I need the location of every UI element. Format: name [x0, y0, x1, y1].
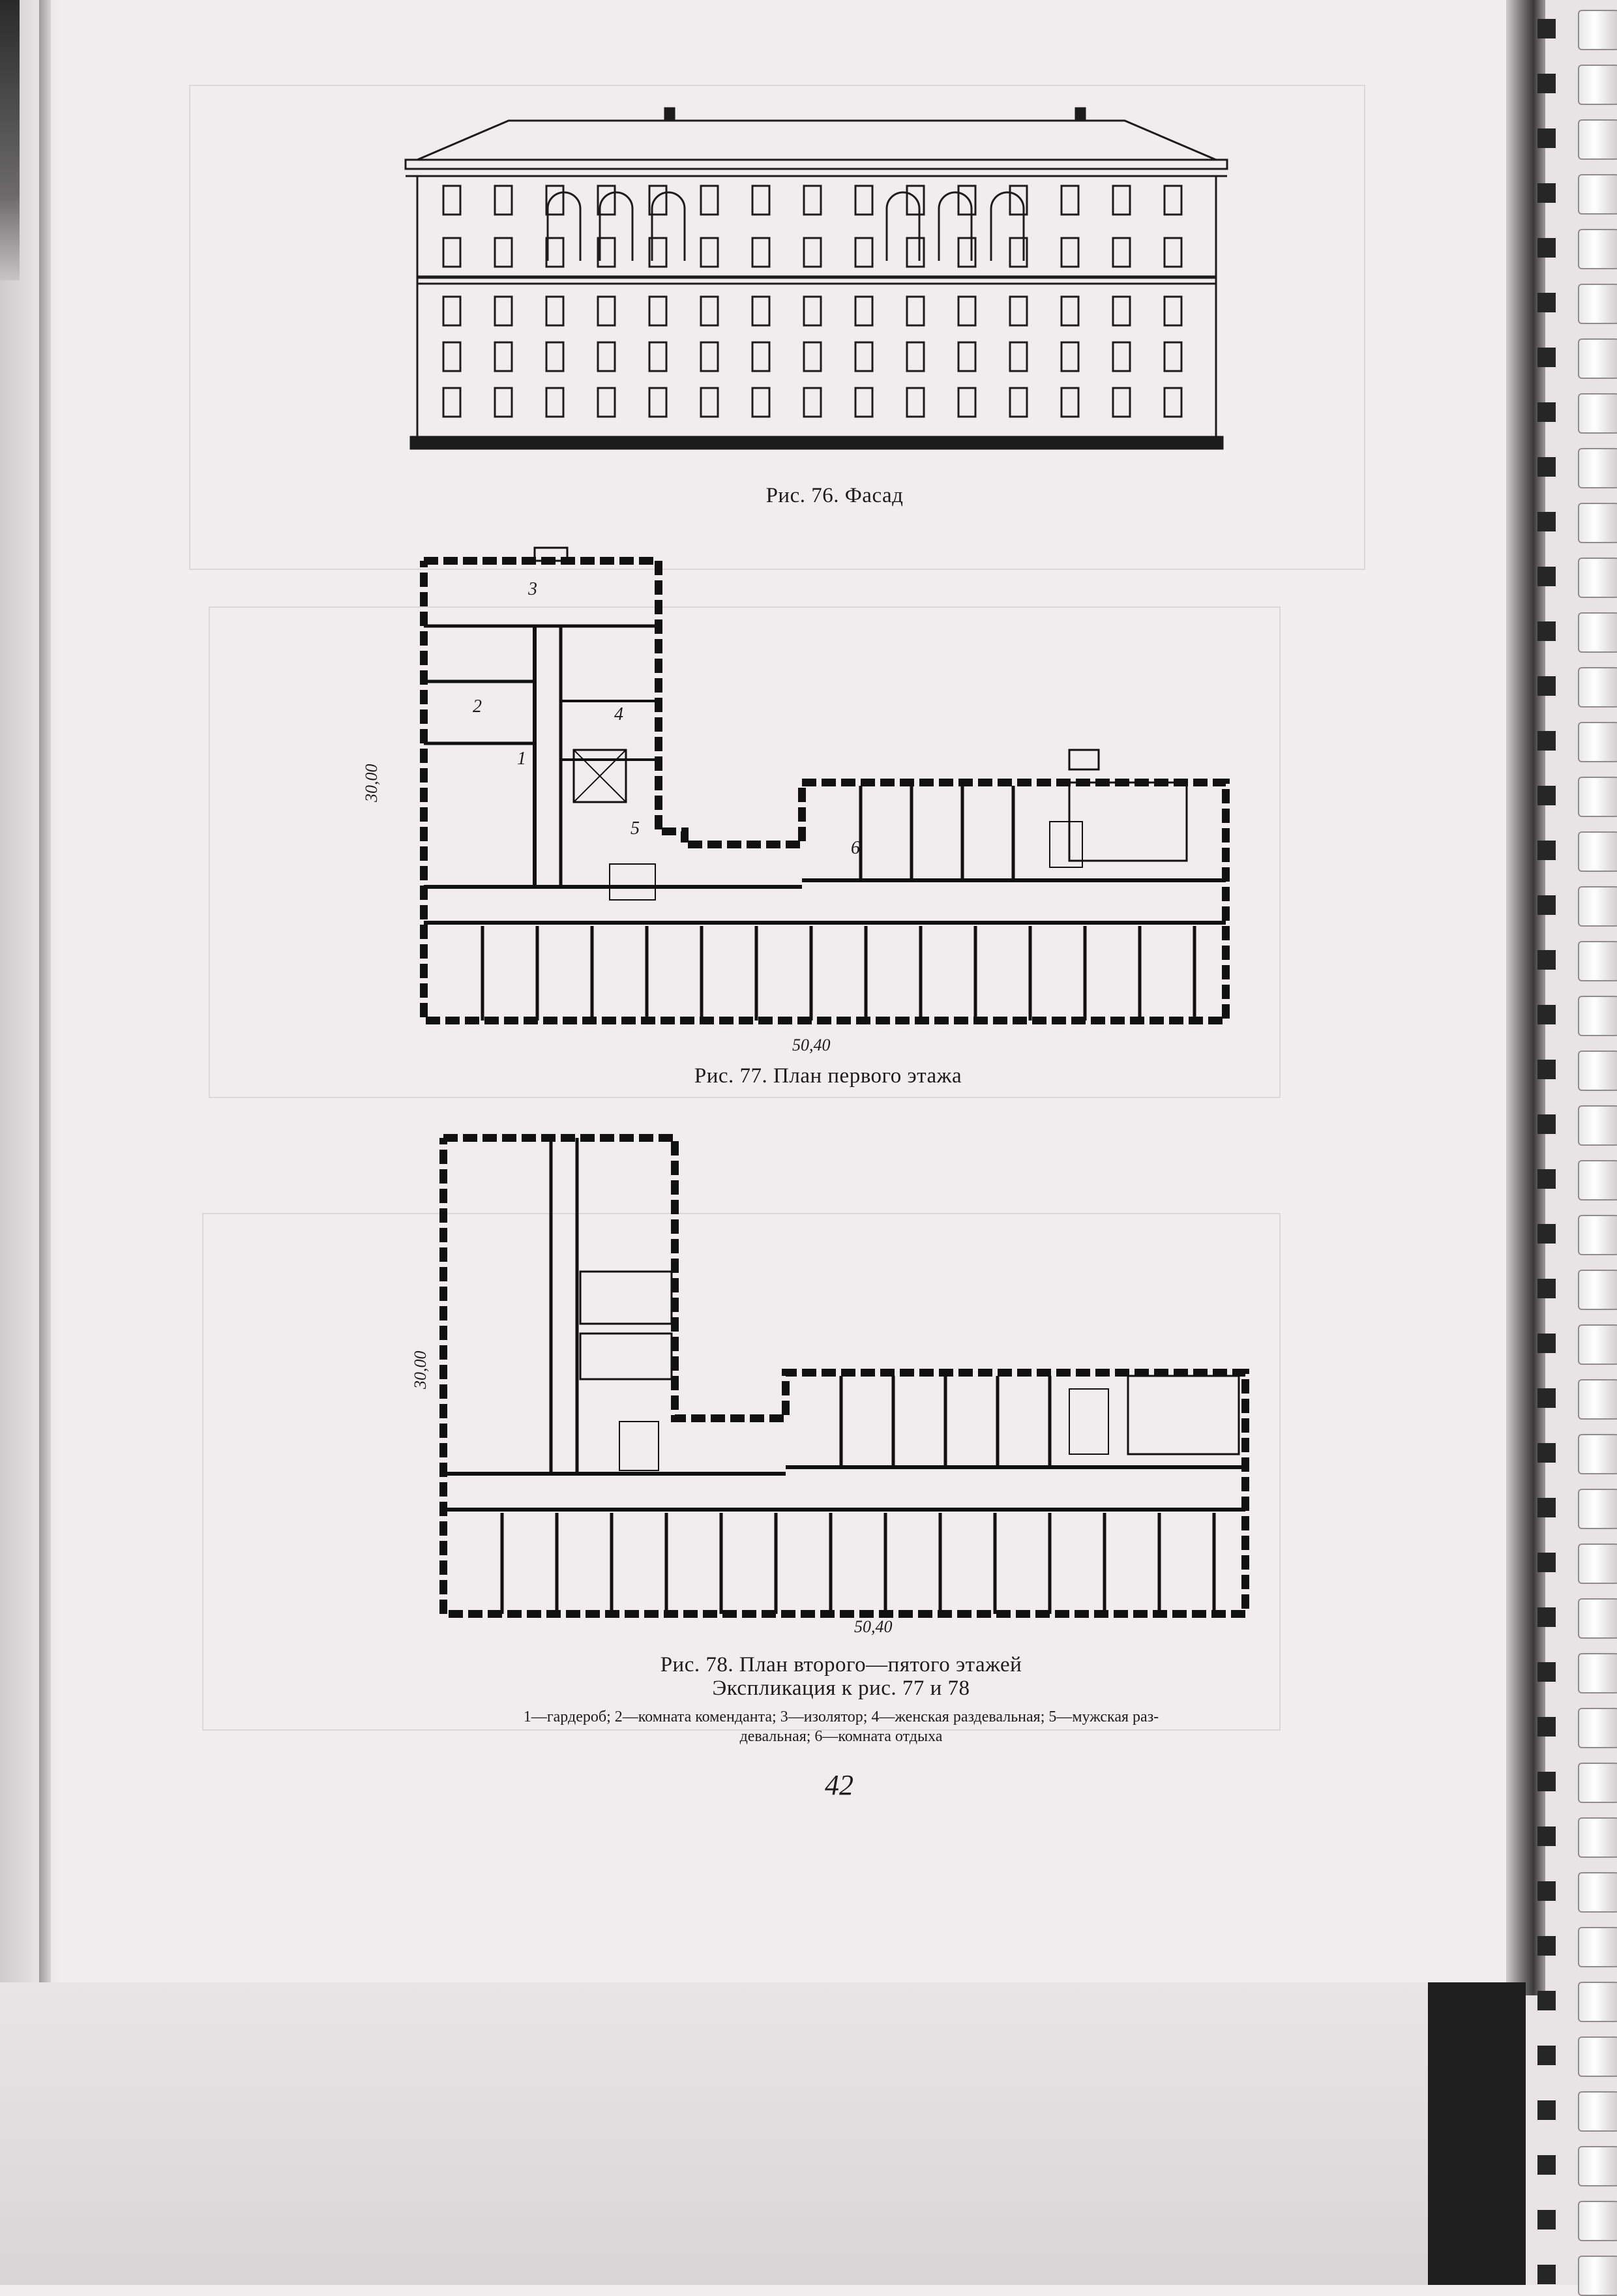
binding-hole [1537, 1279, 1556, 1298]
fig78-caption: Рис. 78. План второго—пятого этажей [660, 1653, 1022, 1677]
binding-hole [1537, 19, 1556, 38]
binding-coil [1578, 65, 1617, 105]
binding-coil [1578, 1872, 1617, 1913]
binding-hole [1537, 1334, 1556, 1353]
binding-hole [1537, 1498, 1556, 1517]
binding-coil [1578, 338, 1617, 379]
upper-floors-plan [411, 1122, 1258, 1637]
binding-hole [1537, 402, 1556, 422]
legend-line-2: девальная; 6—комната отдыха [739, 1728, 943, 1745]
legend [417, 1707, 1265, 1746]
legend-line-1: 1—гардероб; 2—комната коменданта; 3—изолятор; 4—женская раздевальная; 5—мужская раз- [523, 1708, 1159, 1725]
binding-hole [1537, 1169, 1556, 1189]
binding-coil [1578, 1434, 1617, 1474]
room-number: 3 [528, 579, 537, 599]
binding-hole [1537, 1607, 1556, 1627]
binding-hole [1537, 2210, 1556, 2229]
binding-hole [1537, 950, 1556, 970]
binding-coil [1578, 1653, 1617, 1693]
binding-coil [1578, 1160, 1617, 1200]
binding-coil [1578, 1379, 1617, 1420]
binding-coil [1578, 612, 1617, 653]
binding-coil [1578, 1489, 1617, 1529]
binding-coil [1578, 1708, 1617, 1748]
binding-coil [1578, 941, 1617, 981]
binding-hole [1537, 1991, 1556, 2010]
binding-coil [1578, 1051, 1617, 1091]
binding-coil [1578, 1215, 1617, 1255]
binding-hole [1537, 128, 1556, 148]
binding-hole [1537, 676, 1556, 696]
binding-hole [1537, 1060, 1556, 1079]
room-number: 6 [851, 838, 860, 858]
binding-coil [1578, 667, 1617, 708]
binding-hole [1537, 1772, 1556, 1791]
binding-coil [1578, 393, 1617, 434]
binding-coil [1578, 229, 1617, 269]
binding-coil [1578, 886, 1617, 927]
first-floor-plan [378, 535, 1252, 1056]
fig78-width-dimension: 50,40 [854, 1617, 893, 1636]
binding-hole [1537, 183, 1556, 203]
binding-coil [1578, 448, 1617, 488]
binding-hole [1537, 1826, 1556, 1846]
room-number: 5 [630, 818, 640, 839]
binding-coil [1578, 284, 1617, 324]
fig78-depth-dimension: 30,00 [411, 1350, 430, 1389]
fig76-caption: Рис. 76. Фасад [765, 484, 904, 507]
fig77-width-dimension: 50,40 [792, 1036, 831, 1054]
fig78-subcaption: Экспликация к рис. 77 и 78 [712, 1677, 970, 1700]
binding-hole [1537, 457, 1556, 477]
binding-hole [1537, 786, 1556, 805]
room-number: 4 [614, 704, 623, 724]
page-number: 42 [825, 1769, 853, 1801]
facade-drawing [391, 98, 1239, 463]
binding-hole [1537, 2265, 1556, 2284]
binding-hole [1537, 1388, 1556, 1408]
binding-coil [1578, 1543, 1617, 1584]
binding-coil [1578, 722, 1617, 762]
binding-coil [1578, 2091, 1617, 2132]
binding-coil [1578, 1982, 1617, 2022]
binding-dark-block [1428, 1982, 1526, 2285]
binding-hole [1537, 1717, 1556, 1737]
binding-hole [1537, 1224, 1556, 1244]
binding-hole [1537, 512, 1556, 531]
binding-hole [1537, 238, 1556, 258]
room-number: 2 [473, 696, 482, 717]
binding-coil [1578, 2036, 1617, 2077]
binding-hole [1537, 2155, 1556, 2175]
binding-hole [1537, 841, 1556, 860]
binding-coil [1578, 1324, 1617, 1365]
binding-hole [1537, 621, 1556, 641]
binding-coil [1578, 1598, 1617, 1639]
binding-coil [1578, 119, 1617, 160]
binding-hole [1537, 1662, 1556, 1682]
binding-hole [1537, 2046, 1556, 2065]
page-left-shadow [0, 0, 62, 2285]
binding-hole [1537, 2100, 1556, 2120]
page-stack-edge [39, 0, 51, 1995]
binding-hole [1537, 1881, 1556, 1901]
binding-coil [1578, 174, 1617, 215]
binding-coil [1578, 2256, 1617, 2296]
binding-hole [1537, 895, 1556, 915]
binding-coil [1578, 777, 1617, 817]
binding-coil [1578, 558, 1617, 598]
scan-corner-shadow [0, 0, 20, 280]
binding-coil [1578, 2146, 1617, 2186]
binding-hole [1537, 731, 1556, 751]
binding-hole [1537, 74, 1556, 93]
binding-hole [1537, 293, 1556, 312]
fig77-depth-dimension: 30,00 [362, 764, 381, 802]
binding-coil [1578, 1105, 1617, 1146]
binding-coil [1578, 10, 1617, 50]
binding-coil [1578, 831, 1617, 872]
fig77-caption: Рис. 77. План первого этажа [694, 1064, 962, 1088]
binding-hole [1537, 1005, 1556, 1024]
binding-hole [1537, 567, 1556, 586]
binding-coil [1578, 1763, 1617, 1803]
binding-hole [1537, 1443, 1556, 1463]
binding-coil [1578, 503, 1617, 543]
room-number: 1 [517, 749, 526, 769]
binding-hole [1537, 1114, 1556, 1134]
binding-hole [1537, 1553, 1556, 1572]
binding-coil [1578, 1927, 1617, 1967]
binding-coil [1578, 1817, 1617, 1858]
binding-coil [1578, 996, 1617, 1036]
fig78-caption-block [561, 1653, 1121, 1700]
binding-coil [1578, 1270, 1617, 1310]
page-bottom-shadow [0, 1982, 1617, 2285]
binding-coil [1578, 2201, 1617, 2241]
binding-hole [1537, 1936, 1556, 1956]
binding-hole [1537, 348, 1556, 367]
